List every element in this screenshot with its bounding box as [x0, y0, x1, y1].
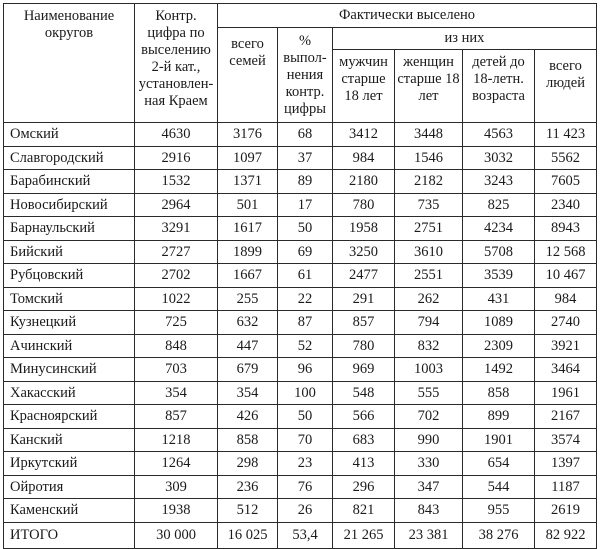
cell-people: 2619 — [535, 499, 597, 523]
cell-percent: 52 — [278, 334, 333, 358]
table-row — [4, 381, 597, 405]
header-men: мужчин старше 18 лет — [333, 50, 395, 123]
cell-families: 236 — [218, 475, 278, 499]
cell-men: 291 — [333, 287, 395, 311]
cell-people: 3921 — [535, 334, 597, 358]
cell-children: 825 — [463, 193, 535, 217]
cell-women: 2182 — [395, 170, 463, 194]
cell-men: 821 — [333, 499, 395, 523]
cell-men: 2477 — [333, 264, 395, 288]
header-actual: Фактически выселено — [218, 4, 597, 28]
cell-women: 832 — [395, 334, 463, 358]
cell-total-men: 21 265 — [333, 522, 395, 548]
header-quota: Контр. цифра по выселению 2-й кат., установлен-ная Краем — [135, 4, 218, 123]
cell-people: 2167 — [535, 405, 597, 429]
cell-women: 347 — [395, 475, 463, 499]
cell-men: 3412 — [333, 123, 395, 147]
cell-women: 794 — [395, 311, 463, 335]
cell-men: 969 — [333, 358, 395, 382]
cell-families: 1899 — [218, 240, 278, 264]
cell-women: 262 — [395, 287, 463, 311]
cell-percent: 50 — [278, 217, 333, 241]
cell-children: 3243 — [463, 170, 535, 194]
table-row — [4, 264, 597, 288]
cell-percent: 69 — [278, 240, 333, 264]
cell-people: 11 423 — [535, 123, 597, 147]
cell-families: 3176 — [218, 123, 278, 147]
cell-women: 555 — [395, 381, 463, 405]
cell-percent: 100 — [278, 381, 333, 405]
cell-women: 1003 — [395, 358, 463, 382]
table-row — [4, 193, 597, 217]
cell-children: 5708 — [463, 240, 535, 264]
cell-total-children: 38 276 — [463, 522, 535, 548]
table-row — [4, 311, 597, 335]
cell-quota: 848 — [135, 334, 218, 358]
cell-percent: 50 — [278, 405, 333, 429]
cell-people: 984 — [535, 287, 597, 311]
cell-percent: 61 — [278, 264, 333, 288]
cell-children: 2309 — [463, 334, 535, 358]
cell-total-people: 82 922 — [535, 522, 597, 548]
header-children: детей до 18-летн. возраста — [463, 50, 535, 123]
cell-children: 3539 — [463, 264, 535, 288]
cell-women: 735 — [395, 193, 463, 217]
cell-district: Томский — [4, 287, 135, 311]
cell-percent: 17 — [278, 193, 333, 217]
cell-children: 858 — [463, 381, 535, 405]
cell-families: 501 — [218, 193, 278, 217]
cell-quota: 2916 — [135, 146, 218, 170]
header-of-them: из них — [333, 28, 597, 50]
cell-children: 544 — [463, 475, 535, 499]
cell-percent: 68 — [278, 123, 333, 147]
cell-children: 431 — [463, 287, 535, 311]
cell-women: 1546 — [395, 146, 463, 170]
cell-people: 2740 — [535, 311, 597, 335]
cell-women: 702 — [395, 405, 463, 429]
cell-children: 1901 — [463, 428, 535, 452]
cell-women: 2751 — [395, 217, 463, 241]
cell-men: 780 — [333, 334, 395, 358]
cell-children: 899 — [463, 405, 535, 429]
table-container — [3, 3, 597, 549]
cell-percent: 89 — [278, 170, 333, 194]
cell-quota: 2727 — [135, 240, 218, 264]
table-row — [4, 452, 597, 476]
cell-families: 426 — [218, 405, 278, 429]
cell-men: 683 — [333, 428, 395, 452]
table-row — [4, 358, 597, 382]
cell-percent: 37 — [278, 146, 333, 170]
cell-quota: 309 — [135, 475, 218, 499]
header-families: всего семей — [218, 28, 278, 123]
cell-families: 1617 — [218, 217, 278, 241]
cell-quota: 1938 — [135, 499, 218, 523]
cell-district: Кузнецкий — [4, 311, 135, 335]
cell-people: 1961 — [535, 381, 597, 405]
header-district: Наименование округов — [4, 4, 135, 123]
cell-district: Ойротия — [4, 475, 135, 499]
cell-total-women: 23 381 — [395, 522, 463, 548]
table-row — [4, 287, 597, 311]
cell-families: 354 — [218, 381, 278, 405]
cell-men: 296 — [333, 475, 395, 499]
cell-total-label: ИТОГО — [4, 522, 135, 548]
cell-district: Омский — [4, 123, 135, 147]
cell-district: Красноярский — [4, 405, 135, 429]
cell-quota: 1264 — [135, 452, 218, 476]
cell-women: 330 — [395, 452, 463, 476]
cell-men: 548 — [333, 381, 395, 405]
table-row — [4, 499, 597, 523]
cell-men: 984 — [333, 146, 395, 170]
cell-children: 1089 — [463, 311, 535, 335]
cell-children: 4234 — [463, 217, 535, 241]
cell-district: Каменский — [4, 499, 135, 523]
cell-quota: 4630 — [135, 123, 218, 147]
cell-quota: 725 — [135, 311, 218, 335]
cell-men: 1958 — [333, 217, 395, 241]
cell-district: Ачинский — [4, 334, 135, 358]
table-row — [4, 146, 597, 170]
cell-percent: 23 — [278, 452, 333, 476]
cell-quota: 1022 — [135, 287, 218, 311]
cell-families: 858 — [218, 428, 278, 452]
cell-men: 857 — [333, 311, 395, 335]
cell-women: 843 — [395, 499, 463, 523]
cell-district: Новосибирский — [4, 193, 135, 217]
cell-quota: 1532 — [135, 170, 218, 194]
cell-men: 566 — [333, 405, 395, 429]
cell-district: Рубцовский — [4, 264, 135, 288]
table-row — [4, 170, 597, 194]
cell-families: 632 — [218, 311, 278, 335]
cell-district: Барабинский — [4, 170, 135, 194]
cell-people: 3574 — [535, 428, 597, 452]
cell-people: 1397 — [535, 452, 597, 476]
cell-quota: 2964 — [135, 193, 218, 217]
cell-district: Хакасский — [4, 381, 135, 405]
table-row — [4, 428, 597, 452]
cell-children: 3032 — [463, 146, 535, 170]
cell-people: 8943 — [535, 217, 597, 241]
cell-quota: 857 — [135, 405, 218, 429]
cell-men: 3250 — [333, 240, 395, 264]
cell-families: 1667 — [218, 264, 278, 288]
header-percent: % выпол-нения контр. цифры — [278, 28, 333, 123]
cell-district: Иркутский — [4, 452, 135, 476]
cell-families: 1371 — [218, 170, 278, 194]
table-row — [4, 240, 597, 264]
cell-percent: 22 — [278, 287, 333, 311]
cell-district: Славгородский — [4, 146, 135, 170]
cell-people: 12 568 — [535, 240, 597, 264]
cell-people: 10 467 — [535, 264, 597, 288]
table-row — [4, 405, 597, 429]
cell-people: 1187 — [535, 475, 597, 499]
cell-quota: 2702 — [135, 264, 218, 288]
cell-district: Барнаульский — [4, 217, 135, 241]
cell-children: 955 — [463, 499, 535, 523]
total-row — [4, 522, 597, 548]
cell-district: Канский — [4, 428, 135, 452]
cell-children: 654 — [463, 452, 535, 476]
cell-people: 7605 — [535, 170, 597, 194]
cell-quota: 354 — [135, 381, 218, 405]
cell-percent: 96 — [278, 358, 333, 382]
cell-district: Бийский — [4, 240, 135, 264]
cell-families: 1097 — [218, 146, 278, 170]
cell-women: 3610 — [395, 240, 463, 264]
cell-men: 413 — [333, 452, 395, 476]
cell-total-families: 16 025 — [218, 522, 278, 548]
cell-total-percent: 53,4 — [278, 522, 333, 548]
cell-families: 512 — [218, 499, 278, 523]
cell-percent: 70 — [278, 428, 333, 452]
cell-families: 679 — [218, 358, 278, 382]
cell-percent: 26 — [278, 499, 333, 523]
header-people: всего людей — [535, 50, 597, 123]
table-row — [4, 334, 597, 358]
cell-families: 447 — [218, 334, 278, 358]
cell-women: 3448 — [395, 123, 463, 147]
cell-percent: 87 — [278, 311, 333, 335]
cell-district: Минусинский — [4, 358, 135, 382]
table-row — [4, 475, 597, 499]
deportation-table — [3, 3, 597, 549]
cell-people: 2340 — [535, 193, 597, 217]
cell-percent: 76 — [278, 475, 333, 499]
cell-quota: 703 — [135, 358, 218, 382]
cell-children: 1492 — [463, 358, 535, 382]
cell-total-quota: 30 000 — [135, 522, 218, 548]
cell-women: 2551 — [395, 264, 463, 288]
cell-children: 4563 — [463, 123, 535, 147]
cell-men: 2180 — [333, 170, 395, 194]
cell-families: 298 — [218, 452, 278, 476]
cell-families: 255 — [218, 287, 278, 311]
cell-men: 780 — [333, 193, 395, 217]
table-row — [4, 217, 597, 241]
cell-quota: 1218 — [135, 428, 218, 452]
cell-women: 990 — [395, 428, 463, 452]
cell-people: 5562 — [535, 146, 597, 170]
cell-quota: 3291 — [135, 217, 218, 241]
table-row — [4, 123, 597, 147]
cell-people: 3464 — [535, 358, 597, 382]
header-women: женщин старше 18 лет — [395, 50, 463, 123]
